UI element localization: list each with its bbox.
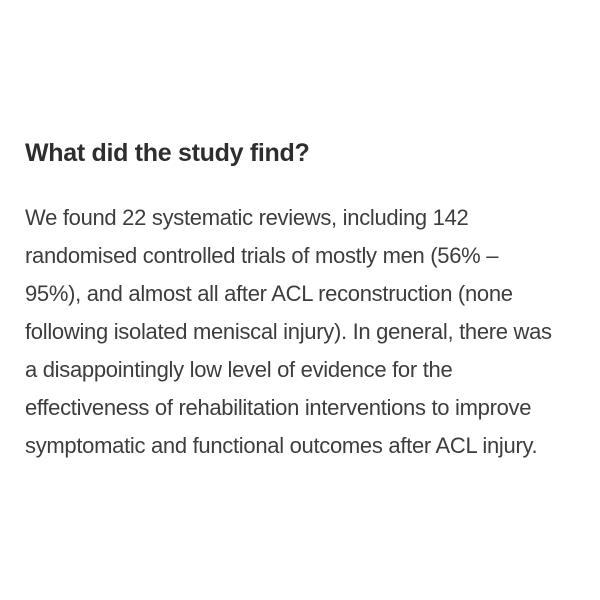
paragraph-line: a disappointingly low level of evidence for the (25, 357, 453, 382)
paragraph-line: 95%), and almost all after ACL reconstruction (none (25, 281, 513, 306)
section-heading: What did the study find? (25, 139, 310, 167)
paragraph (25, 199, 580, 465)
paragraph-line: We found 22 systematic reviews, including 142 (25, 205, 469, 230)
paragraph-line: effectiveness of rehabilitation interventions to improve (25, 395, 532, 420)
paragraph-line: following isolated meniscal injury). In general, there was (25, 319, 552, 344)
paragraph-line: symptomatic and functional outcomes after ACL injury. (25, 433, 538, 458)
paragraph-line: randomised controlled trials of mostly men (56% – (25, 243, 499, 268)
